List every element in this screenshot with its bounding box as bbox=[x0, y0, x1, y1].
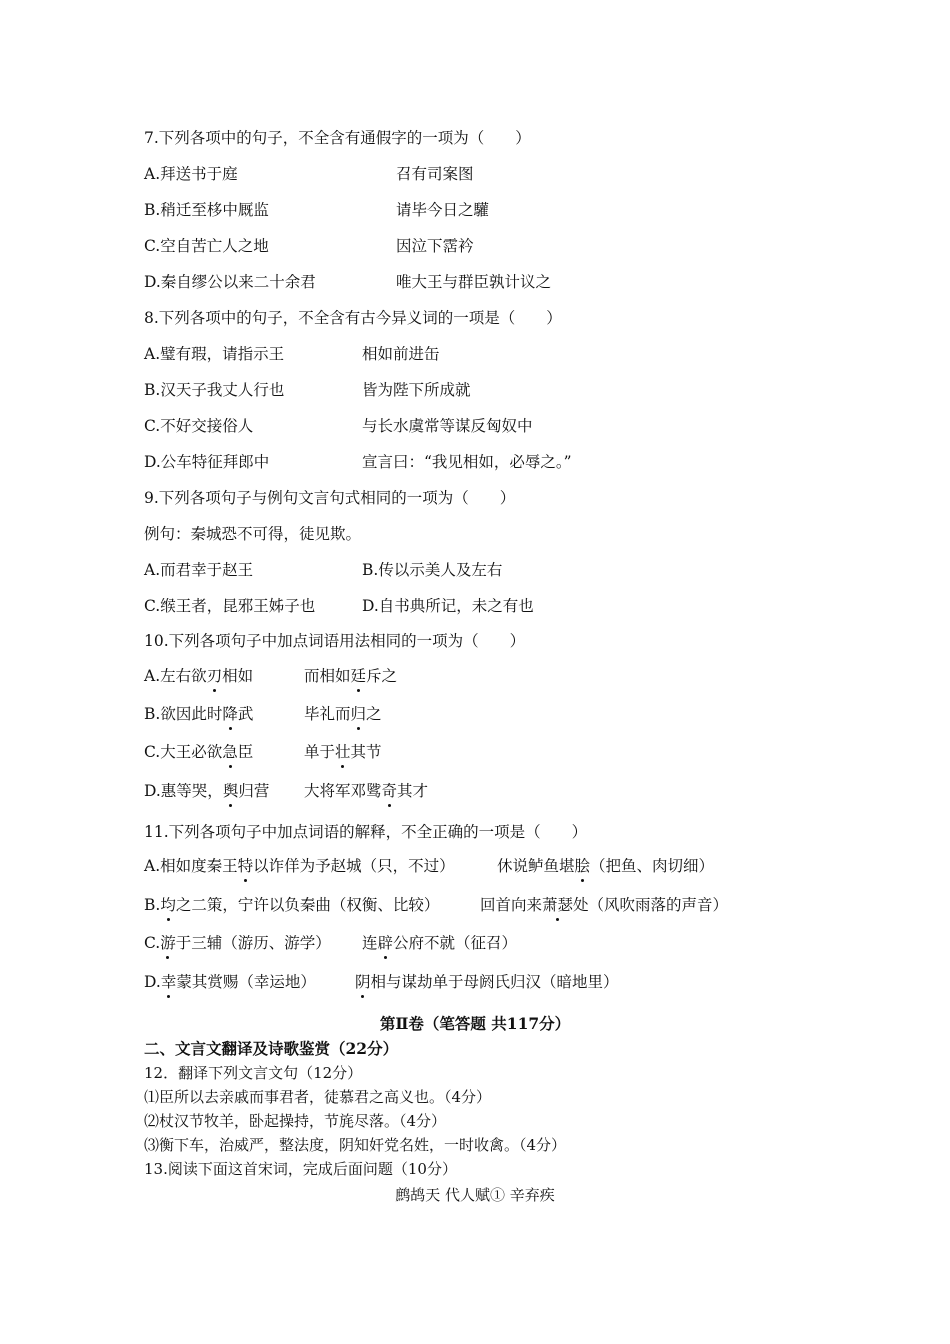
q12-stem: 12．翻译下列文言文句（12分） bbox=[144, 1064, 363, 1082]
q8-option-b-second: 皆为陛下所成就 bbox=[362, 381, 471, 399]
q11-a2-dotted-word: 脍 bbox=[574, 857, 591, 875]
q8-stem: 8.下列各项中的句子，不全含有古今异义词的一项是（ ） bbox=[144, 309, 562, 327]
q9-option-b: B.传以示美人及左右 bbox=[362, 561, 503, 579]
q11-c-dotted-word: 游 bbox=[160, 934, 176, 952]
q11-option-a-second bbox=[497, 856, 714, 876]
q11-option-b bbox=[144, 895, 439, 915]
q7-option-a-second: 召有司案图 bbox=[396, 165, 474, 183]
q10-c2-post: 其节 bbox=[350, 743, 382, 761]
q10-option-a bbox=[144, 666, 253, 686]
q11-b-pre: B. bbox=[144, 896, 161, 914]
part2-title: 第Ⅱ卷（笔答题 共117分） bbox=[379, 1014, 571, 1033]
q11-a-post: 以诈佯为予赵城（只，不过） bbox=[253, 857, 455, 875]
q11-option-c-second bbox=[362, 933, 517, 953]
q11-d-post: 蒙其赏赐（幸运地） bbox=[176, 973, 316, 991]
q11-a-pre: A.相如度秦王 bbox=[144, 857, 238, 875]
q10-c-pre: C.大王必欲 bbox=[144, 743, 223, 761]
q11-stem: 11.下列各项句子中加点词语的解释，不全正确的一项是（ ） bbox=[144, 823, 588, 841]
q8-option-c-second: 与长水虞常等谋反匈奴中 bbox=[362, 417, 533, 435]
q8-option-c: C.不好交接俗人 bbox=[144, 417, 254, 435]
q11-option-c bbox=[144, 933, 331, 953]
q10-d-post: 归营 bbox=[238, 782, 270, 800]
q10-b-post: 武 bbox=[237, 705, 254, 723]
q11-b-post: 之二策，宁许以负秦曲（权衡、比较） bbox=[175, 896, 440, 914]
q11-b2-pre: 回首向来 bbox=[480, 896, 543, 914]
q10-b2-dotted-word: 归 bbox=[350, 705, 367, 723]
q9-option-d: D.自书典所记，未之有也 bbox=[362, 597, 534, 615]
q9-option-c: C.缑王者，昆邪王姊子也 bbox=[144, 597, 316, 615]
q12-item-3: ⑶衡下车，治威严，整法度，阴知奸党名姓，一时收禽。（4分） bbox=[144, 1136, 567, 1154]
poem-title: 鹧鸪天 代人赋① 辛弃疾 bbox=[395, 1186, 555, 1204]
q13-stem: 13.阅读下面这首宋词，完成后面问题（10分） bbox=[144, 1160, 457, 1178]
q11-d-pre: D. bbox=[144, 973, 161, 991]
q9-stem: 9.下列各项句子与例句文言句式相同的一项为（ ） bbox=[144, 489, 516, 507]
q10-d-dotted-word: 舆 bbox=[222, 782, 239, 800]
q11-d2-dotted-word: 阴 bbox=[355, 973, 371, 991]
q7-option-d-second: 唯大王与群臣孰计议之 bbox=[396, 273, 552, 291]
q11-a-dotted-word: 特 bbox=[237, 857, 254, 875]
q10-b2-pre: 毕礼而 bbox=[304, 705, 351, 723]
q9-example: 例句：秦城恐不可得，徒见欺。 bbox=[144, 525, 362, 543]
q8-option-d-second: 宣言曰：“我见相如，必辱之。” bbox=[362, 453, 572, 471]
q7-stem: 7.下列各项中的句子，不全含有通假字的一项为（ ） bbox=[144, 129, 531, 147]
q7-option-d: D.秦自缪公以来二十余君 bbox=[144, 273, 316, 291]
q10-d2-dotted-word: 奇 bbox=[381, 782, 398, 800]
q10-a2-dotted-word: 廷 bbox=[350, 667, 367, 685]
q8-option-b: B.汉天子我丈人行也 bbox=[144, 381, 285, 399]
q10-b-dotted-word: 降 bbox=[222, 705, 238, 723]
q10-c-dotted-word: 急 bbox=[222, 743, 238, 761]
q7-option-b-second: 请毕今日之驩 bbox=[396, 201, 490, 219]
q10-d2-post: 其才 bbox=[397, 782, 429, 800]
q10-stem: 10.下列各项句子中加点词语用法相同的一项为（ ） bbox=[144, 632, 526, 650]
q11-c2-post: 公府不就（征召） bbox=[393, 934, 518, 952]
q11-option-d-second bbox=[355, 972, 619, 992]
q11-c-pre: C. bbox=[144, 934, 161, 952]
q11-c2-pre: 连 bbox=[362, 934, 378, 952]
q11-d2-post: 相与谋劫单于母阏氏归汉（暗地里） bbox=[370, 973, 619, 991]
q10-c2-pre: 单于 bbox=[304, 743, 336, 761]
q10-option-b bbox=[144, 704, 253, 724]
q11-option-b-second bbox=[480, 895, 728, 915]
q10-option-b-second bbox=[304, 704, 382, 724]
q12-item-1: ⑴臣所以去亲戚而事君者，徒慕君之高义也。（4分） bbox=[144, 1088, 492, 1106]
q10-d2-pre: 大将军邓骘 bbox=[304, 782, 382, 800]
q8-option-a: A.璧有瑕，请指示王 bbox=[144, 345, 285, 363]
part2-section-heading: 二、文言文翻译及诗歌鉴赏（22分） bbox=[144, 1039, 399, 1058]
q7-option-a: A.拜送书于庭 bbox=[144, 165, 238, 183]
q11-c2-dotted-word: 辟 bbox=[377, 934, 394, 952]
q7-option-b: B.稍迁至栘中厩监 bbox=[144, 201, 269, 219]
q9-option-a: A.而君幸于赵王 bbox=[144, 561, 254, 579]
q11-option-d bbox=[144, 972, 316, 992]
q10-d-pre: D.惠等哭， bbox=[144, 782, 223, 800]
q11-d-dotted-word: 幸 bbox=[160, 973, 177, 991]
q10-a2-post: 斥之 bbox=[366, 667, 398, 685]
q10-c-post: 臣 bbox=[237, 743, 254, 761]
q11-a2-pre: 休说鲈鱼堪 bbox=[497, 857, 575, 875]
q10-b2-post: 之 bbox=[366, 705, 382, 723]
q10-c2-dotted-word: 壮 bbox=[335, 743, 351, 761]
q10-option-d bbox=[144, 781, 269, 801]
q10-option-c bbox=[144, 742, 253, 762]
q11-b2-dotted-word: 萧瑟 bbox=[542, 896, 574, 914]
q11-b2-post: 处（风吹雨落的声音） bbox=[573, 896, 729, 914]
q11-c-post: 于三辅（游历、游学） bbox=[175, 934, 331, 952]
q10-a2-pre: 而相如 bbox=[304, 667, 351, 685]
q10-option-a-second bbox=[304, 666, 397, 686]
q11-option-a bbox=[144, 856, 455, 876]
q10-option-d-second bbox=[304, 781, 428, 801]
q10-b-pre: B.欲因此时 bbox=[144, 705, 223, 723]
q7-option-c: C.空自苦亡人之地 bbox=[144, 237, 269, 255]
q8-option-a-second: 相如前进缶 bbox=[362, 345, 440, 363]
q10-a-post: 相如 bbox=[222, 667, 254, 685]
q10-option-c-second bbox=[304, 742, 382, 762]
q11-b-dotted-word: 均 bbox=[160, 896, 176, 914]
q8-option-d: D.公车特征拜郎中 bbox=[144, 453, 270, 471]
q10-a-dotted-word: 刃 bbox=[206, 667, 223, 685]
q7-option-c-second: 因泣下霑衿 bbox=[396, 237, 474, 255]
q12-item-2: ⑵杖汉节牧羊，卧起操持，节旄尽落。（4分） bbox=[144, 1112, 447, 1130]
q10-a-pre: A.左右欲 bbox=[144, 667, 207, 685]
q11-a2-post: （把鱼、肉切细） bbox=[590, 857, 715, 875]
